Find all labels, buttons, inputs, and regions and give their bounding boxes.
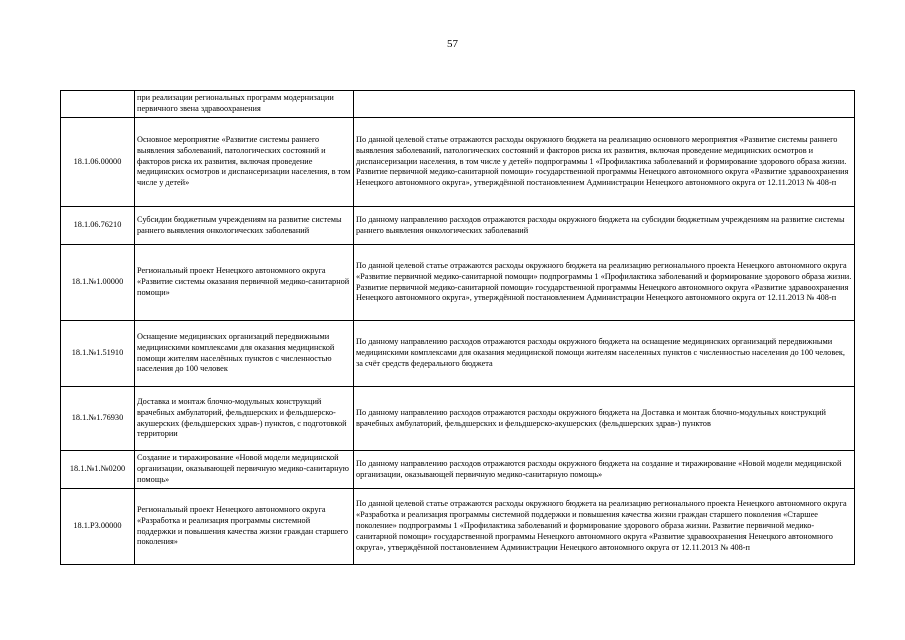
- description-cell: По данному направлению расходов отражаются расходы окружного бюджета на субсидии бюджетным учреждениям на развитие системы раннего выявления онкологических заболеваний: [354, 207, 855, 245]
- table-row: [61, 451, 855, 489]
- code-cell: 18.1.№1.00000: [61, 245, 135, 321]
- name-cell: Региональный проект Ненецкого автономного округа «Разработка и реализация программы системной поддержки и повышения качества жизни граждан старшего поколения»: [135, 489, 354, 565]
- description-cell: По данной целевой статье отражаются расходы окружного бюджета на реализацию основного мероприятия «Развитие системы раннего выявления заболеваний, патологических состояний и факторов риска их развития, включая проведение медицинских осмотров и диспансеризации населения, в том числе у детей» подпрограммы 1 «Профилактика заболеваний и формирование здорового образа жизни. Развитие первичной медико-санитарной помощи» государственной программы Ненецкого автономного округа «Развитие здравоохранения Ненецкого автономного округа», утверждённой постановлением Администрации Ненецкого автономного округа от 12.11.2013 № 408-п: [354, 118, 855, 207]
- name-cell: Доставка и монтаж блочно-модульных конструкций врачебных амбулаторий, фельдшерских и фельдшерско-акушерских (фельдшерских здрав-) пунктов, с подготовкой территории: [135, 387, 354, 451]
- description-cell: По данному направлению расходов отражаются расходы окружного бюджета на оснащение медицинских организаций передвижными медицинскими комплексами для оказания медицинской помощи жителям населенных пунктов с численностью населения до 100 человек, за счёт средств федерального бюджета: [354, 321, 855, 387]
- table-row: [61, 207, 855, 245]
- budget-classification-table: [60, 90, 855, 565]
- name-cell: Субсидии бюджетным учреждениям на развитие системы раннего выявления онкологических заболеваний: [135, 207, 354, 245]
- code-cell: 18.1.P3.00000: [61, 489, 135, 565]
- name-cell: при реализации региональных программ модернизации первичного звена здравоохранения: [135, 91, 354, 118]
- name-cell: Региональный проект Ненецкого автономного округа «Развитие системы оказания первичной медико-санитарной помощи»: [135, 245, 354, 321]
- name-cell: Создание и тиражирование «Новой модели медицинской организации, оказывающей первичную медико-санитарную помощь»: [135, 451, 354, 489]
- code-cell: 18.1.№1.51910: [61, 321, 135, 387]
- code-cell: 18.1.06.76210: [61, 207, 135, 245]
- name-cell: Оснащение медицинских организаций передвижными медицинскими комплексами для оказания медицинской помощи жителям населённых пунктов с численностью населения до 100 человек: [135, 321, 354, 387]
- name-cell: Основное мероприятие «Развитие системы раннего выявления заболеваний, патологических состояний и факторов риска их развития, включая проведение медицинских осмотров и диспансеризации населения, в том числе у детей»: [135, 118, 354, 207]
- page-number: 57: [447, 38, 458, 50]
- code-cell: 18.1.№1.76930: [61, 387, 135, 451]
- description-cell: По данной целевой статье отражаются расходы окружного бюджета на реализацию регионального проекта Ненецкого автономного округа «Развитие первичной медико-санитарной помощи» подпрограммы 1 «Профилактика заболеваний и формирование здорового образа жизни. Развитие первичной медико-санитарной помощи» государственной программы Ненецкого автономного округа «Развитие здравоохранения Ненецкого автономного округа», утверждённой постановлением Администрации Ненецкого автономного округа от 12.11.2013 № 408-п: [354, 245, 855, 321]
- description-cell: По данному направлению расходов отражаются расходы окружного бюджета на Доставка и монтаж блочно-модульных конструкций врачебных амбулаторий, фельдшерских и фельдшерско-акушерских (фельдшерских здрав-) пунктов: [354, 387, 855, 451]
- table-row: [61, 91, 855, 118]
- table-row: [61, 245, 855, 321]
- table-row: [61, 489, 855, 565]
- description-cell: [354, 91, 855, 118]
- table-row: [61, 118, 855, 207]
- code-cell: [61, 91, 135, 118]
- table-row: [61, 321, 855, 387]
- code-cell: 18.1.06.00000: [61, 118, 135, 207]
- description-cell: По данному направлению расходов отражаются расходы окружного бюджета на создание и тиражирование «Новой модели медицинской организации, оказывающей первичную медико-санитарную помощь»: [354, 451, 855, 489]
- description-cell: По данной целевой статье отражаются расходы окружного бюджета на реализацию регионального проекта Ненецкого автономного округа «Разработка и реализация программы системной поддержки и повышения качества жизни граждан старшего поколения «Старшее поколение» подпрограммы 1 «Профилактика заболеваний и формирование здорового образа жизни. Развитие первичной медико-санитарной помощи» государственной программы Ненецкого автономного округа «Развитие здравоохранения Ненецкого автономного округа», утверждённой постановлением Администрации Ненецкого автономного округа от 12.11.2013 № 408-п: [354, 489, 855, 565]
- table-row: [61, 387, 855, 451]
- code-cell: 18.1.№1.№0200: [61, 451, 135, 489]
